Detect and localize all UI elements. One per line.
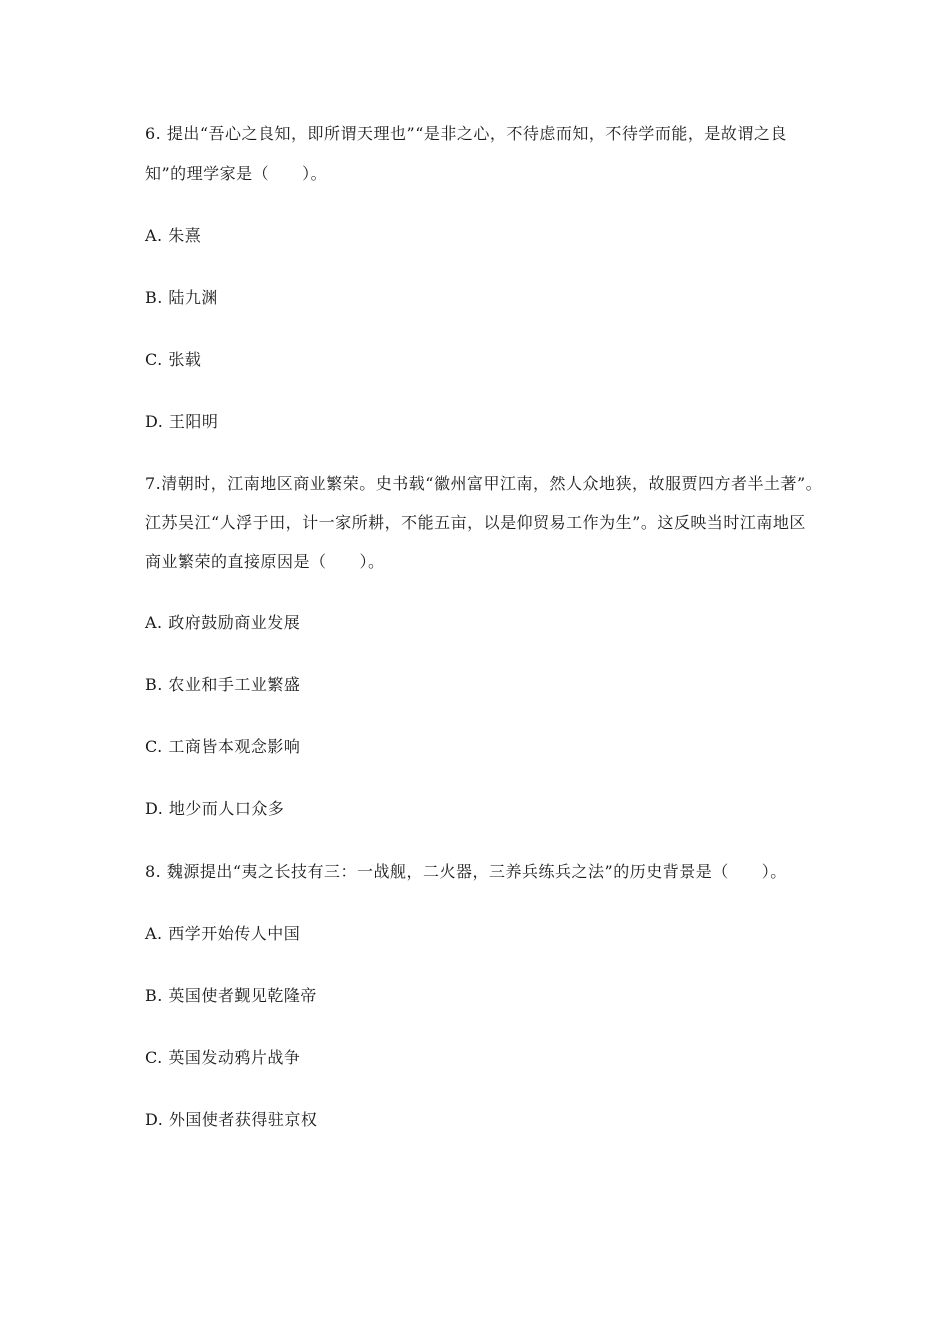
question-6-option-a: A. 朱熹	[145, 226, 202, 245]
question-7-stem-line-3: 商业繁荣的直接原因是（ ）。	[145, 552, 385, 571]
question-7-stem-line-2: 江苏吴江“人浮于田，计一家所耕，不能五亩，以是仰贸易工作为生”。这反映当时江南地区	[145, 513, 806, 532]
question-8-option-a: A. 西学开始传人中国	[145, 924, 301, 943]
question-7-option-a: A. 政府鼓励商业发展	[145, 613, 301, 632]
question-8-option-d: D. 外国使者获得驻京权	[145, 1110, 318, 1129]
question-7-stem-line-1: 7.清朝时，江南地区商业繁荣。史书载“徽州富甲江南，然人众地狭，故服贾四方者半土著”。	[145, 474, 823, 493]
question-6-stem-line-2: 知”的理学家是（ ）。	[145, 164, 328, 183]
question-6-option-b: B. 陆九渊	[145, 288, 218, 307]
question-6-stem-line-1: 6. 提出“吾心之良知，即所谓天理也”“是非之心，不待虑而知，不待学而能，是故谓之良	[145, 124, 787, 143]
question-7-option-c: C. 工商皆本观念影响	[145, 737, 301, 756]
question-7-option-d: D. 地少而人口众多	[145, 799, 285, 818]
question-6-option-c: C. 张载	[145, 350, 202, 369]
question-8-stem-line-1: 8. 魏源提出“夷之长技有三：一战舰，二火器，三养兵练兵之法”的历史背景是（ ）。	[145, 862, 787, 881]
question-8-option-c: C. 英国发动鸦片战争	[145, 1048, 301, 1067]
question-6-option-d: D. 王阳明	[145, 412, 219, 431]
question-7-option-b: B. 农业和手工业繁盛	[145, 675, 301, 694]
question-8-option-b: B. 英国使者觐见乾隆帝	[145, 986, 317, 1005]
